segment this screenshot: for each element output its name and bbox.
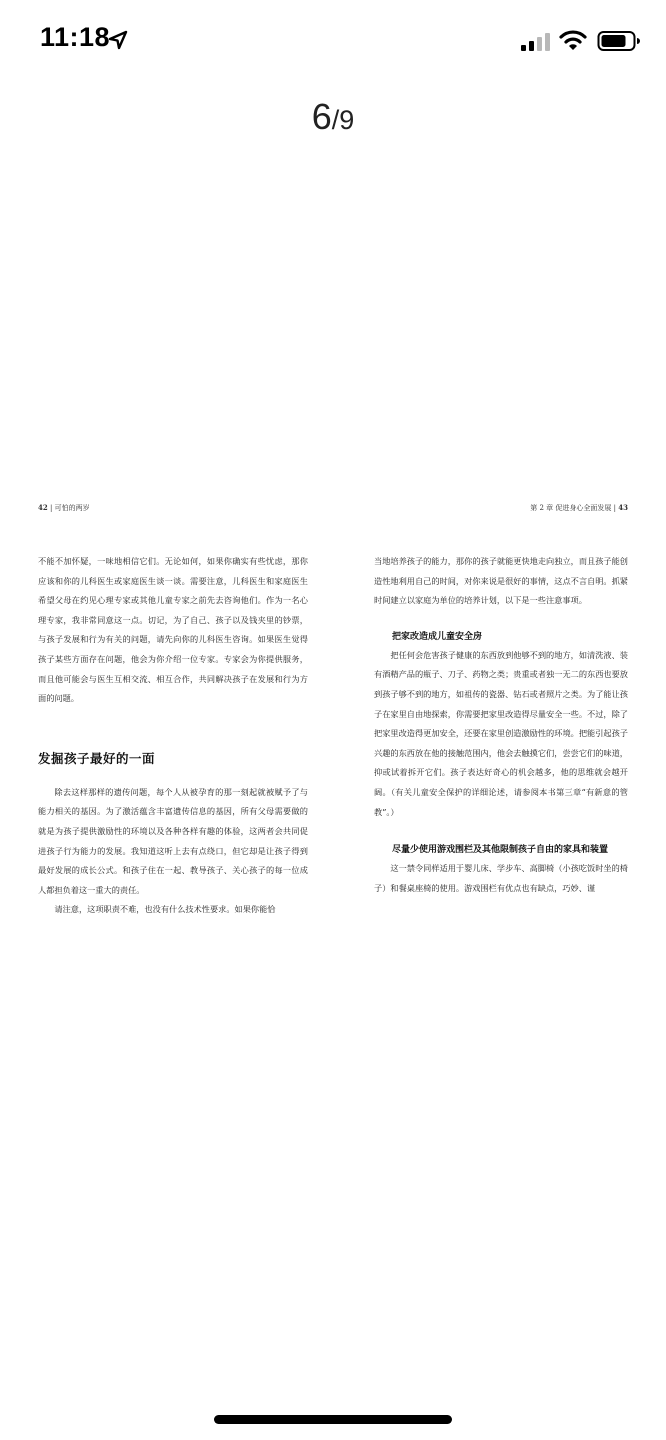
right-running-title: 促进身心全面发展 bbox=[555, 504, 612, 512]
wifi-icon bbox=[559, 29, 587, 51]
page-current: 6 bbox=[311, 96, 332, 137]
status-time: 11:18 bbox=[40, 22, 111, 52]
right-paragraph-1: 把任何会危害孩子健康的东西放到他够不到的地方，如清洗液、装有酒精产品的瓶子、刀子、药物之类；贵重或者独一无二的东西也要放到孩子够不到的地方，如祖传的瓷器、钻石或者照片之类。为了能让孩子在家里自由地探索，你需要把家里改造得尽量安全一些。不过，除了把家里改造得更加安全，还要在家里创造激励性的环境。把能引起孩子兴趣的东西放在他的接触范围内，他会去触摸它们，尝尝它们的味道，抑或试着拆开它们。孩子表达好奇心的机会越多，他的思维就会越开阔。（有关儿童安全保护的详细论述，请参阅本书第三章“有新意的管教”。） bbox=[374, 649, 628, 817]
left-paragraph-cont: 不能不加怀疑，一味地相信它们。无论如何，如果你确实有些忧虑，那你应该和你的儿科医生或家庭医生谈一谈。需要注意，儿科医生和家庭医生希望父母在约见心理专家或其他儿童专家之前先去咨询他们。作为一名心理专家，我非常同意这一点。切记，为了自己、孩子以及钱夹里的钞票，与孩子发展和行为有关的问题，请先向你的儿科医生咨询。如果医生觉得孩子某些方面存在问题，他会为你介绍一位专家。专家会为你提供服务，而且他可能会与医生互相交流、相互合作，共同解决孩子在发展和行为方面的问题。 bbox=[38, 556, 308, 704]
right-running-head: 第 2 章 促进身心全面发展 | 43 bbox=[530, 503, 628, 512]
section-title: 发掘孩子最好的一面 bbox=[38, 750, 156, 766]
right-page bbox=[374, 500, 628, 898]
right-chapter: 第 2 章 bbox=[530, 504, 554, 512]
left-page bbox=[38, 500, 308, 920]
subsection-title-2: 尽量少使用游戏围栏及其他限制孩子自由的家具和装置 bbox=[392, 845, 609, 856]
left-paragraph-1: 除去这样那样的遗传问题，每个人从被孕育的那一刻起就被赋予了与能力相关的基因。为了激活蕴含丰富遗传信息的基因，所有父母需要做的就是为孩子提供激励性的环境以及各种各样有趣的体验，这两者会共同促进孩子行为能力的发展。我知道这听上去有点绕口，但它却是让孩子得到最好发展的成长公式。和孩子住在一起、教导孩子、关心孩子的每一位成人都担负着这一重大的责任。 bbox=[38, 786, 308, 895]
left-running-title: 可怕的两岁 bbox=[54, 504, 90, 512]
cellular-signal-icon bbox=[520, 32, 552, 52]
page-total: 9 bbox=[339, 105, 355, 135]
book-spread[interactable] bbox=[0, 500, 666, 920]
page-separator: / bbox=[331, 105, 340, 135]
right-paragraph-2: 这一禁令同样适用于婴儿床、学步车、高脚椅（小孩吃饭时坐的椅子）和餐桌座椅的使用。游戏围栏有优点也有缺点，巧妙、谨 bbox=[374, 863, 628, 893]
battery-icon bbox=[597, 30, 641, 52]
location-arrow-icon bbox=[108, 30, 128, 50]
page-counter bbox=[0, 96, 666, 138]
home-indicator[interactable] bbox=[214, 1415, 452, 1424]
right-folio: 43 bbox=[618, 503, 628, 512]
left-paragraph-2: 请注意，这项职责不难，也没有什么技术性要求。如果你能恰 bbox=[54, 904, 276, 915]
right-paragraph-cont: 当地培养孩子的能力，那你的孩子就能更快地走向独立，而且孩子能创造性地利用自己的时间，对你来说是很好的事情，这点不言自明。抓紧时间建立以家庭为单位的培养计划，以下是一些注意事项。 bbox=[374, 556, 628, 606]
left-running-head: 42 | 可怕的两岁 bbox=[38, 503, 90, 512]
subsection-title-1: 把家改造成儿童安全房 bbox=[392, 631, 483, 642]
left-folio: 42 bbox=[38, 503, 48, 512]
status-bar bbox=[0, 0, 666, 80]
